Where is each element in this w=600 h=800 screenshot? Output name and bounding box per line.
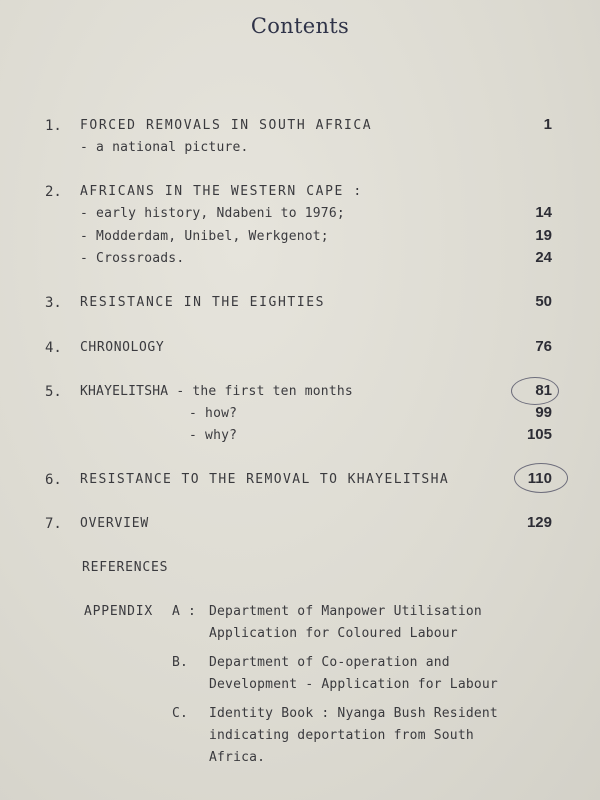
appendix-c-line-3: Africa.: [209, 750, 266, 765]
entry-1-subtitle: - a national picture.: [80, 140, 249, 155]
entry-1-number: 1.: [45, 118, 62, 134]
entry-2-title: AFRICANS IN THE WESTERN CAPE :: [80, 184, 363, 199]
entry-5-page-2: 99: [535, 404, 552, 421]
appendix-c-line-2: indicating deportation from South: [209, 728, 474, 743]
entry-5-page-3: 105: [526, 426, 552, 443]
appendix-a-line-2: Application for Coloured Labour: [209, 626, 458, 641]
entry-6-number: 6.: [45, 472, 62, 488]
entry-2-page-2: 19: [535, 227, 552, 244]
entry-6-title: RESISTANCE TO THE REMOVAL TO KHAYELITSHA: [80, 472, 450, 487]
entry-5-sub-1: - how?: [189, 406, 238, 421]
entry-6-page: 110: [527, 470, 552, 487]
entry-1-page: 1: [543, 116, 552, 133]
references-heading: REFERENCES: [82, 560, 169, 575]
entry-4-number: 4.: [45, 340, 62, 356]
page-title: Contents: [250, 14, 350, 38]
appendix-c-line-1: Identity Book : Nyanga Bush Resident: [209, 706, 498, 721]
entry-3-number: 3.: [45, 295, 62, 311]
entry-3-page: 50: [535, 293, 552, 310]
entry-2-sub-3: - Crossroads.: [80, 251, 185, 266]
entry-5-title: KHAYELITSHA - the first ten months: [80, 384, 353, 399]
entry-2-sub-1: - early history, Ndabeni to 1976;: [80, 206, 345, 221]
appendix-a-line-1: Department of Manpower Utilisation: [209, 604, 482, 619]
entry-2-number: 2.: [45, 184, 62, 200]
appendix-b-letter: B.: [172, 655, 189, 670]
entry-5-sub-2: - why?: [189, 428, 238, 443]
appendix-b-line-1: Department of Co-operation and: [209, 655, 450, 670]
appendix-label: APPENDIX: [84, 604, 154, 619]
entry-7-title: OVERVIEW: [80, 516, 150, 531]
ink-circle-110: [514, 463, 568, 493]
entry-1-title: FORCED REMOVALS IN SOUTH AFRICA: [80, 118, 373, 133]
entry-5-number: 5.: [45, 384, 62, 400]
appendix-c-letter: C.: [172, 706, 189, 721]
ink-circle-81: [511, 377, 559, 405]
entry-7-number: 7.: [45, 516, 62, 532]
entry-2-page-3: 24: [535, 249, 552, 266]
entry-4-page: 76: [535, 338, 552, 355]
entry-2-page-1: 14: [535, 204, 552, 221]
entry-4-title: CHRONOLOGY: [80, 340, 165, 355]
entry-3-title: RESISTANCE IN THE EIGHTIES: [80, 295, 326, 310]
appendix-b-line-2: Development - Application for Labour: [209, 677, 498, 692]
entry-7-page: 129: [526, 514, 552, 531]
appendix-a-letter: A :: [172, 604, 197, 619]
entry-5-page-1: 81: [535, 382, 552, 399]
entry-2-sub-2: - Modderdam, Unibel, Werkgenot;: [80, 229, 329, 244]
